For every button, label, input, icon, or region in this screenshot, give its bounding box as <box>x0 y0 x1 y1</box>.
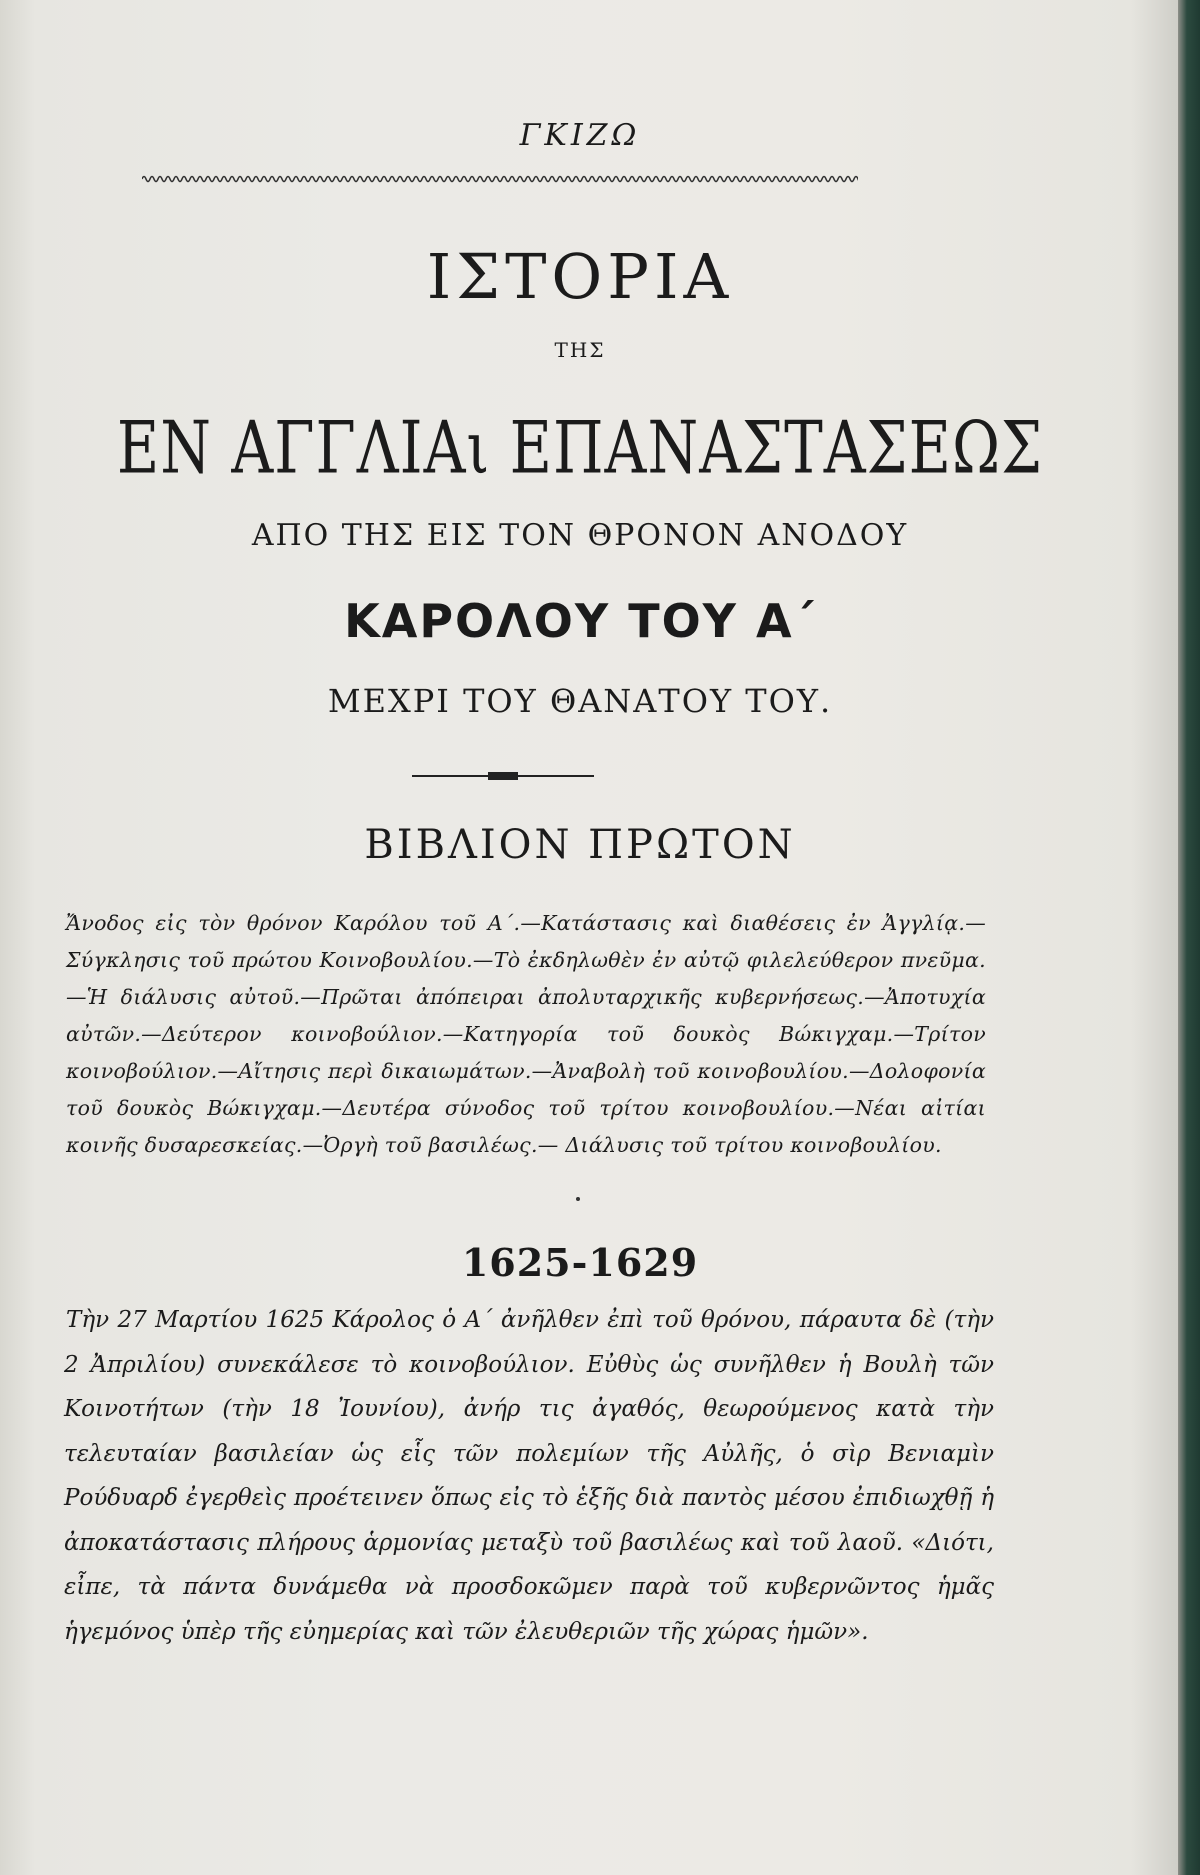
ink-dot <box>576 1197 580 1201</box>
title-tis: ΤΗΣ <box>554 338 606 362</box>
title-until-death: ΜΕΧΡΙ ΤΟΥ ΘΑΝΑΤΟΥ ΤΟΥ. <box>327 682 833 720</box>
title-from-accession: ΑΠΟ ΤΗΣ ΕΙΣ ΤΟΝ ΘΡΟΝΟΝ ΑΝΟΔΟΥ <box>251 518 909 553</box>
chapter-summary: Ἄνοδος εἰς τὸν θρόνον Καρόλου τοῦ Α΄.—Κατάστασις καὶ διαθέσεις ἐν Ἀγγλίᾳ.—Σύγκλησις τοῦ πρώτου Κοινοβουλίου.—Τὸ ἐκδηλωθὲν ἐν αὐτῷ φιλελεύθερον πνεῦμα.—Ἡ διάλυσις αὐτοῦ.—Πρῶται ἀπόπειραι ἀπολυταρχικῆς κυβερνήσεως.—Ἀποτυχία αὐτῶν.—Δεύτερον κοινοβούλιον.—Κατηγορία τοῦ δουκὸς Βώκιγχαμ.—Τρίτον κοινοβούλιον.—Αἴτησις περὶ δικαιωμάτων.—Ἀναβολὴ τοῦ κοινοβουλίου.—Δολοφονία τοῦ δουκὸς Βώκιγχαμ.—Δευτέρα σύνοδος τοῦ τρίτου κοινοβουλίου.—Νέαι αἰτίαι κοινῆς δυσαρεσκείας.—Ὀργὴ τοῦ βασιλέως.— Διάλυσις τοῦ τρίτου κοινοβουλίου. <box>66 911 986 1157</box>
wavy-rule <box>142 172 858 186</box>
title-charles: ΚΑΡΟΛΟΥ ΤΟΥ Α΄ <box>344 594 816 648</box>
divider-ornament <box>488 772 518 780</box>
title-istoria: ΙΣΤΟΡΙΑ <box>426 240 734 313</box>
body-text: Τὴν 27 Μαρτίου 1625 Κάρολος ὁ Α΄ ἀνῆλθεν ἐπὶ τοῦ θρόνου, πάραυτα δὲ (τὴν 2 Ἀπριλίου) συνεκάλεσε τὸ κοινοβούλιον. Εὐθὺς ὡς συνῆλθεν ἡ Βουλὴ τῶν Κοινοτήτων (τὴν 18 Ἰουνίου), ἀνήρ τις ἀγαθός, θεωρούμενος κατὰ τὴν τελευταίαν βασιλείαν ὡς εἷς τῶν πολεμίων τῆς Αὐλῆς, ὁ σὶρ Βενιαμὶν Ρούδυαρδ ἐγερθεὶς προέτεινεν ὅπως εἰς τὸ ἑξῆς διὰ παντὸς μέσου ἐπιδιωχθῇ ἡ ἀποκατάστασις πλήρους ἁρμονίας μεταξὺ τοῦ βασιλέως καὶ τοῦ λαοῦ. «Διότι, εἶπε, τὰ πάντα δυνάμεθα νὰ προσδοκῶμεν παρὰ τοῦ κυβερνῶντος ἡμᾶς ἡγεμόνος ὑπὲρ τῆς εὐημερίας καὶ τῶν ἐλευθεριῶν τῆς χώρας ἡμῶν». <box>64 1307 994 1645</box>
years-heading: 1625-1629 <box>461 1240 699 1285</box>
author-name: ΓΚΙΖΩ <box>519 118 641 153</box>
title-revolution: ΕΝ ΑΓΓΛΙΑι ΕΠΑΝΑΣΤΑΣΕΩΣ <box>116 405 1044 490</box>
book-spine-edge <box>1178 0 1200 1875</box>
book-heading: ΒΙΒΛΙΟΝ ΠΡΩΤΟΝ <box>364 822 796 868</box>
